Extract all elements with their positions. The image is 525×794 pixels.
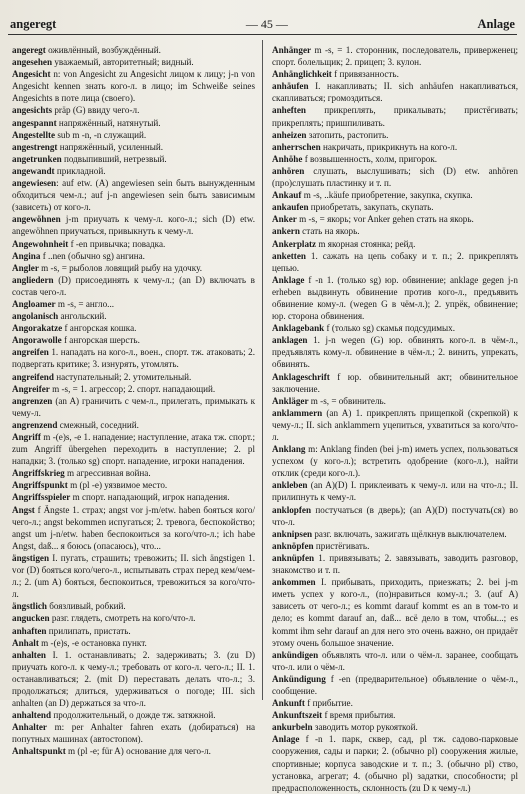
entry-headword: angewiesen (12, 178, 57, 189)
dictionary-entry (272, 153, 518, 165)
dictionary-entry (272, 322, 518, 334)
dictionary-entry (272, 189, 518, 201)
entry-headword: Anklagebank (272, 323, 325, 334)
entry-definition: f -n 1. (только sg) юр. обвинение; anklage gegen j-n erheben выдвинуть обвинение против кого-л., предъявить обвинение кому-л. (wegen G в чём-л.); 2. упрёк, обвинение; юр. сторона обвинения. (272, 274, 518, 322)
entry-definition: f ..nen (обычно sg) ангина. (40, 250, 145, 261)
entry-definition: m -s, = англо... (55, 298, 115, 309)
entry-definition: f время прибытия. (322, 710, 396, 721)
entry-headword: Angorakatze (12, 323, 63, 334)
dictionary-entry (12, 745, 255, 757)
dictionary-entry (12, 44, 255, 56)
entry-definition: оживлённый, возбуждённый. (45, 45, 161, 55)
entry-headword: Ankläger (272, 395, 309, 406)
header-left-guide-word: angeregt (10, 17, 57, 31)
dictionary-entry (272, 141, 518, 153)
entry-headword: anhäufen (272, 81, 309, 92)
entry-definition: разг. включать, зажигать щёлкнув выключателем. (312, 528, 507, 539)
entry-definition: f ангорская кошка. (62, 323, 137, 334)
page-header (10, 6, 515, 32)
entry-headword: Ankunftszeit (272, 710, 323, 721)
entry-definition: наступательный; 2. утомительный. (53, 371, 192, 382)
dictionary-entry (12, 395, 255, 419)
entry-definition: I. накапливать; II. sich anhäufen накапливаться, скапливаться; громоздиться. (272, 81, 518, 104)
entry-definition: напряжённый, натянутый. (56, 117, 161, 128)
entry-headword: anknöpfen (272, 540, 314, 551)
dictionary-entry (12, 479, 255, 491)
dictionary-entry (272, 129, 518, 141)
dictionary-entry (12, 165, 255, 177)
dictionary-entry (12, 431, 255, 467)
dictionary-entry (12, 213, 255, 237)
entry-definition: m -(e)s, -e 1. нападение; наступление, атака тж. спорт.; zum Angriff übergehen переходить в наступление; 2. pl нападки; 3. (только sg) спорт. нападение, игроки нападения. (12, 432, 255, 467)
entry-definition: f -en (предварительное) объявление о чём-л., сообщение. (272, 673, 518, 696)
dictionary-entry (272, 395, 518, 407)
entry-definition: прикладной. (54, 165, 106, 176)
dictionary-entry (272, 371, 518, 395)
entry-headword: Anhänger (272, 45, 312, 55)
entry-definition: f -en привычка; повадка. (68, 238, 166, 249)
entry-definition: (an A)(D) I. приклеивать к чему-л. или на что-л.; II. прилипнуть к чему-л. (272, 480, 518, 503)
entry-headword: anheizen (272, 129, 307, 140)
dictionary-entry (12, 310, 255, 322)
dictionary-entry (272, 443, 518, 479)
entry-definition: продолжительный, о дожде тж. затяжной. (51, 710, 216, 721)
entry-headword: Angriffsspieler (12, 492, 71, 503)
entry-definition: m спорт. нападающий, игрок нападения. (70, 492, 230, 503)
dictionary-entry (272, 528, 518, 540)
dictionary-entry (272, 68, 518, 80)
entry-headword: Anklang (272, 444, 306, 455)
entry-definition: m -s, = обвинитель. (308, 395, 386, 406)
entry-headword: anhaften (12, 625, 47, 636)
entry-definition: m -s, = якорь; vor Anker gehen стать на якорь. (296, 214, 474, 225)
entry-definition: m якорная стоянка; рейд. (316, 238, 416, 249)
header-rule (8, 34, 517, 35)
dictionary-entry (12, 625, 255, 637)
dictionary-entry (272, 104, 518, 128)
dictionary-entry (272, 721, 518, 733)
entry-headword: angesichts (12, 105, 53, 116)
entry-headword: ängstlich (12, 601, 47, 612)
dictionary-entry (12, 419, 255, 431)
entry-definition: f ангорская шерсть. (61, 335, 140, 346)
entry-definition: m -s, = рыболов ловящий рыбу на удочку. (38, 262, 202, 273)
dictionary-entry (272, 576, 518, 649)
entry-headword: Ankauf (272, 190, 302, 201)
entry-headword: Angst (12, 504, 35, 515)
entry-headword: Angreifer (12, 383, 50, 394)
entry-headword: Anlage (272, 734, 300, 745)
entry-definition: объявлять что-л. или о чём-л. заранее, сообщать что-л. или о чём-л. (272, 649, 518, 672)
entry-definition: разг. глядеть, смотреть на кого/что-л. (49, 613, 196, 624)
entry-definition: m (pl -e; für A) основание для чего-л. (65, 746, 211, 757)
entry-headword: angestrengt (12, 141, 58, 152)
dictionary-entry (12, 600, 255, 612)
entry-headword: anknipsen (272, 528, 313, 539)
entry-definition: смежный, соседний. (57, 419, 139, 430)
entry-headword: Ankerplatz (272, 238, 317, 249)
dictionary-entry (272, 250, 518, 274)
header-right-guide-word: Anlage (477, 17, 515, 31)
entry-headword: angetrunken (12, 153, 62, 164)
entry-headword: angliedern (12, 274, 54, 285)
entry-definition: sub m -n, -n служащий. (55, 129, 147, 140)
dictionary-entry (12, 467, 255, 479)
entry-definition: накричать, прикрикнуть на кого-л. (320, 141, 458, 152)
entry-definition: m -s, ..käufe приобретение, закупка, скупка. (301, 190, 473, 201)
entry-headword: Angesicht (12, 69, 51, 80)
entry-definition: стать на якорь. (299, 226, 360, 237)
dictionary-entry (272, 201, 518, 213)
dictionary-entry (272, 733, 518, 793)
entry-definition: m: Anklang finden (bei j-m) иметь успех, пользоваться успехом (у кого-л.); встретить одобрение (кого-л.), найти отклик (среди кого-л.). (272, 444, 518, 479)
entry-headword: angespannt (12, 117, 57, 128)
entry-headword: Anker (272, 214, 297, 225)
entry-headword: Angewohnheit (12, 238, 69, 249)
dictionary-entry (12, 68, 255, 104)
entry-definition: j-m приучать к чему-л. кого-л.; sich (D) etw. angewöhnen приучаться, привыкнуть к чему-л. (12, 214, 255, 237)
entry-headword: ankündigen (272, 649, 319, 660)
dictionary-entry (12, 153, 255, 165)
entry-headword: Anklageschrift (272, 371, 330, 382)
entry-definition: уважаемый, авторитетный; видный. (52, 57, 194, 68)
entry-headword: anketten (272, 250, 306, 261)
entry-definition: прилипать, пристать. (46, 625, 131, 636)
entry-headword: anhören (272, 165, 305, 176)
entry-definition: пристёгивать. (313, 540, 370, 551)
entry-headword: anherrschen (272, 141, 321, 152)
entry-headword: Ankunft (272, 698, 305, 709)
entry-headword: Anklage (272, 274, 305, 285)
entry-headword: angucken (12, 613, 50, 624)
entry-definition: заводить мотор рукояткой. (312, 722, 418, 733)
entry-headword: ankern (272, 226, 300, 237)
entry-definition: m -s, = 1. сторонник, последователь, приверженец; спорт. болельщик; 2. прицеп; 3. кулон. (272, 45, 518, 68)
dictionary-entry (12, 177, 255, 213)
entry-headword: Anhalter (12, 722, 47, 733)
dictionary-entry (272, 540, 518, 552)
entry-definition: f юр. обвинительный акт; обвинительное заключение. (272, 371, 518, 394)
entry-headword: ankleben (272, 480, 308, 491)
entry-definition: слушать, выслушивать; sich (D) etw. anhören (про)слушать пластинку и т. п. (272, 165, 518, 189)
entry-headword: angreifen (12, 347, 49, 358)
entry-headword: angesehen (12, 57, 53, 68)
dictionary-entry (12, 504, 255, 552)
entry-headword: anhalten (12, 649, 46, 660)
dictionary-entry (12, 104, 255, 116)
dictionary-entry (12, 298, 255, 310)
entry-headword: Anhöhe (272, 153, 303, 164)
entry-headword: Angina (12, 250, 41, 261)
entry-definition: 1. сажать на цепь собаку и т. п.; 2. прикреплять цепью. (272, 250, 518, 273)
entry-headword: anheften (272, 105, 306, 116)
entry-definition: m -s, = 1. агрессор; 2. спорт. нападающий. (49, 383, 216, 394)
entry-definition: f возвышенность, холм, пригорок. (302, 153, 438, 164)
entry-definition: I. прибывать, приходить, приезжать; 2. bei j-m иметь успех у кого-л., (по)нравиться кому-л.; 3. (auf A) зависеть от чего-л.; es kommt darauf kommt es an в том-то и дело; es kommt darauf an, daß... всё дело в том, чтобы...; es kommt ihm sehr darauf an для него это очень важно, он придаёт этому очень большое значение. (272, 577, 518, 648)
entry-headword: anklopfen (272, 504, 312, 515)
entry-definition: подвыпивший, нетрезвый. (61, 153, 167, 164)
entry-headword: Angriff (12, 432, 41, 442)
dictionary-entry (12, 721, 255, 745)
entry-headword: Anhänglichkeit (272, 69, 332, 80)
entry-definition: I. 1. останавливать; 2. задерживать; 3. (zu D) приучать кого-л. к чему-л.; требовать от кого-л. чего-л.; II. 1. останавливаться; 2. (mit D) переставать делать что-л.; 3. продолжаться; длиться, удерживаться о погоде; III. sich anhalten (an D) держаться за что-л. (12, 649, 255, 709)
dictionary-entry (12, 649, 255, 709)
dictionary-entry (272, 504, 518, 528)
dictionary-entry (272, 238, 518, 250)
entry-headword: Angorawolle (12, 335, 62, 346)
entry-definition: прикреплять, прикалывать; пристёгивать; прикреплять; пришпиливать. (272, 105, 518, 128)
entry-definition: f прибытие. (304, 698, 353, 709)
dictionary-entry (12, 322, 255, 334)
entry-definition: 1. нападать на кого-л., воен., спорт. тж. атаковать; 2. подвергать критике; 3. изнурять, утомлять. (12, 347, 255, 370)
dictionary-entry (272, 552, 518, 576)
entry-headword: Angloamer (12, 298, 56, 309)
dictionary-entry (272, 479, 518, 503)
dictionary-entry (272, 673, 518, 697)
entry-definition: 1. j-n wegen (G) юр. обвинять кого-л. в чём-л., предъявлять кому-л. обвинение в чём-л.; 2. винить, упрекать, обвинять. (272, 335, 518, 370)
entry-headword: anhaltend (12, 710, 52, 721)
left-column (12, 44, 255, 757)
entry-definition: m -(e)s, -e остановка пункт. (38, 637, 147, 648)
dictionary-entry (12, 117, 255, 129)
entry-definition: m: per Anhalter fahren ехать (добираться) на попутных машинах (автостопом). (12, 722, 255, 745)
dictionary-entry (272, 80, 518, 104)
entry-headword: angeregt (12, 45, 46, 55)
dictionary-entry (12, 491, 255, 503)
dictionary-entry (12, 334, 255, 346)
dictionary-entry (272, 44, 518, 68)
dictionary-entry (272, 274, 518, 322)
dictionary-entry (12, 250, 255, 262)
entry-definition: боязливый, робкий. (47, 601, 126, 612)
entry-definition: f привязанность. (331, 69, 399, 80)
entry-definition: n: von Angesicht zu Angesicht лицом к лицу; j-n von Angesicht kennen знать кого-л. в лицо; im Schweiße seines Angesichts в поте лица (своего). (12, 69, 255, 104)
entry-headword: ängstigen (12, 552, 50, 563)
entry-headword: Angriffspunkt (12, 480, 68, 491)
entry-definition: приобретать, закупать, скупать. (308, 202, 434, 213)
column-divider (262, 40, 263, 700)
right-column (272, 44, 518, 793)
entry-headword: Angriffskrieg (12, 468, 65, 479)
dictionary-entry (272, 407, 518, 443)
entry-headword: angewandt (12, 165, 55, 176)
dictionary-entry (12, 371, 255, 383)
entry-headword: Angestellte (12, 129, 56, 140)
dictionary-entry (12, 141, 255, 153)
entry-definition: präp (G) ввиду чего-л. (52, 105, 140, 116)
entry-definition: f -n 1. парк, сквер, сад, pl тж. садово-парковые сооружения, сады и парки; 2. (обычно pl) сооружения жилые, спортивные; корпуса заводские и т. п.; 3. (обычно pl) ство, установка, агрегат; 4. (обычно pl) задатки, способности; pl предрасположенность, склонность (zu D к чему-л.) (272, 734, 518, 793)
dictionary-entry (272, 213, 518, 225)
entry-definition: (D) присоединять к чему-л.; (an D) включать в состав чего-л. (12, 274, 255, 297)
entry-headword: ankaufen (272, 202, 309, 213)
entry-headword: anklammern (272, 407, 323, 418)
entry-definition: затопить, растопить. (306, 129, 389, 140)
dictionary-entry (12, 637, 255, 649)
entry-definition: m агрессивная война. (64, 468, 151, 479)
dictionary-entry (272, 709, 518, 721)
entry-definition: : auf etw. (A) angewiesen sein быть вынужденным обходиться чем-л.; auf j-n angewiesen sein быть зависимым (зависеть) от кого-л. (12, 178, 255, 213)
entry-headword: anklagen (272, 335, 308, 346)
entry-definition: m (pl -e) уязвимое место. (67, 480, 168, 491)
entry-definition: f Ängste 1. страх; angst vor j-m/etw. haben бояться кого/чего-л.; angst bekommen испугаться; 2. тревога, беспокойство; angst um j-n/etw. haben беспокоиться за кого/что-л.; ich habe Angst, daß... я боюсь (опасаюсь), что... (12, 504, 255, 551)
entry-headword: ankurbeln (272, 722, 313, 733)
entry-definition: (an A) 1. прикреплять прищепкой (скрепкой) к чему-л.; II. sich anklammern уцепиться, ухватиться за кого/что-л. (272, 407, 518, 442)
dictionary-entry (272, 165, 518, 189)
dictionary-entry (12, 552, 255, 600)
dictionary-entry (12, 383, 255, 395)
entry-headword: Angler (12, 262, 39, 273)
entry-definition: I. пугать, страшить; тревожить; II. sich ängstigen 1. vor (D) бояться кого/чего-л., испытывать страх перед кем/чем-л.; 2. (um A) бояться, беспокоиться, тревожиться за кого/что-л. (12, 552, 255, 600)
dictionary-entry (12, 129, 255, 141)
entry-headword: Anhaltspunkt (12, 746, 66, 757)
dictionary-entry (272, 649, 518, 673)
entry-headword: angewöhnen (12, 214, 61, 225)
entry-headword: angrenzend (12, 419, 58, 430)
dictionary-entry (12, 709, 255, 721)
dictionary-entry (272, 697, 518, 709)
entry-headword: angrenzen (12, 395, 53, 406)
entry-headword: Anhalt (12, 637, 39, 648)
entry-definition: f (только sg) скамья подсудимых. (324, 323, 455, 334)
dictionary-entry (12, 262, 255, 274)
entry-headword: angolanisch (12, 311, 59, 322)
dictionary-entry (12, 346, 255, 370)
entry-definition: напряжённый, усиленный. (57, 141, 164, 152)
entry-headword: ankommen (272, 577, 316, 588)
dictionary-entry (272, 334, 518, 370)
dictionary-entry (12, 612, 255, 624)
entry-definition: ангольский. (58, 311, 107, 322)
dictionary-entry (12, 56, 255, 68)
page-number: — 45 — (245, 17, 288, 31)
dictionary-entry (12, 274, 255, 298)
entry-definition: постучаться (в дверь); (an A)(D) постучать(ся) во что-л. (272, 504, 518, 527)
entry-headword: angreifend (12, 371, 54, 382)
entry-definition: (an A) граничить с чем-л., прилегать, примыкать к чему-л. (12, 395, 255, 418)
entry-definition: 1. привязывать; 2. завязывать, заводить разговор, знакомство и т. п. (272, 552, 518, 576)
dictionary-entry (12, 238, 255, 250)
entry-headword: Ankündigung (272, 673, 326, 684)
entry-headword: anknüpfen (272, 552, 315, 563)
dictionary-entry (272, 225, 518, 237)
